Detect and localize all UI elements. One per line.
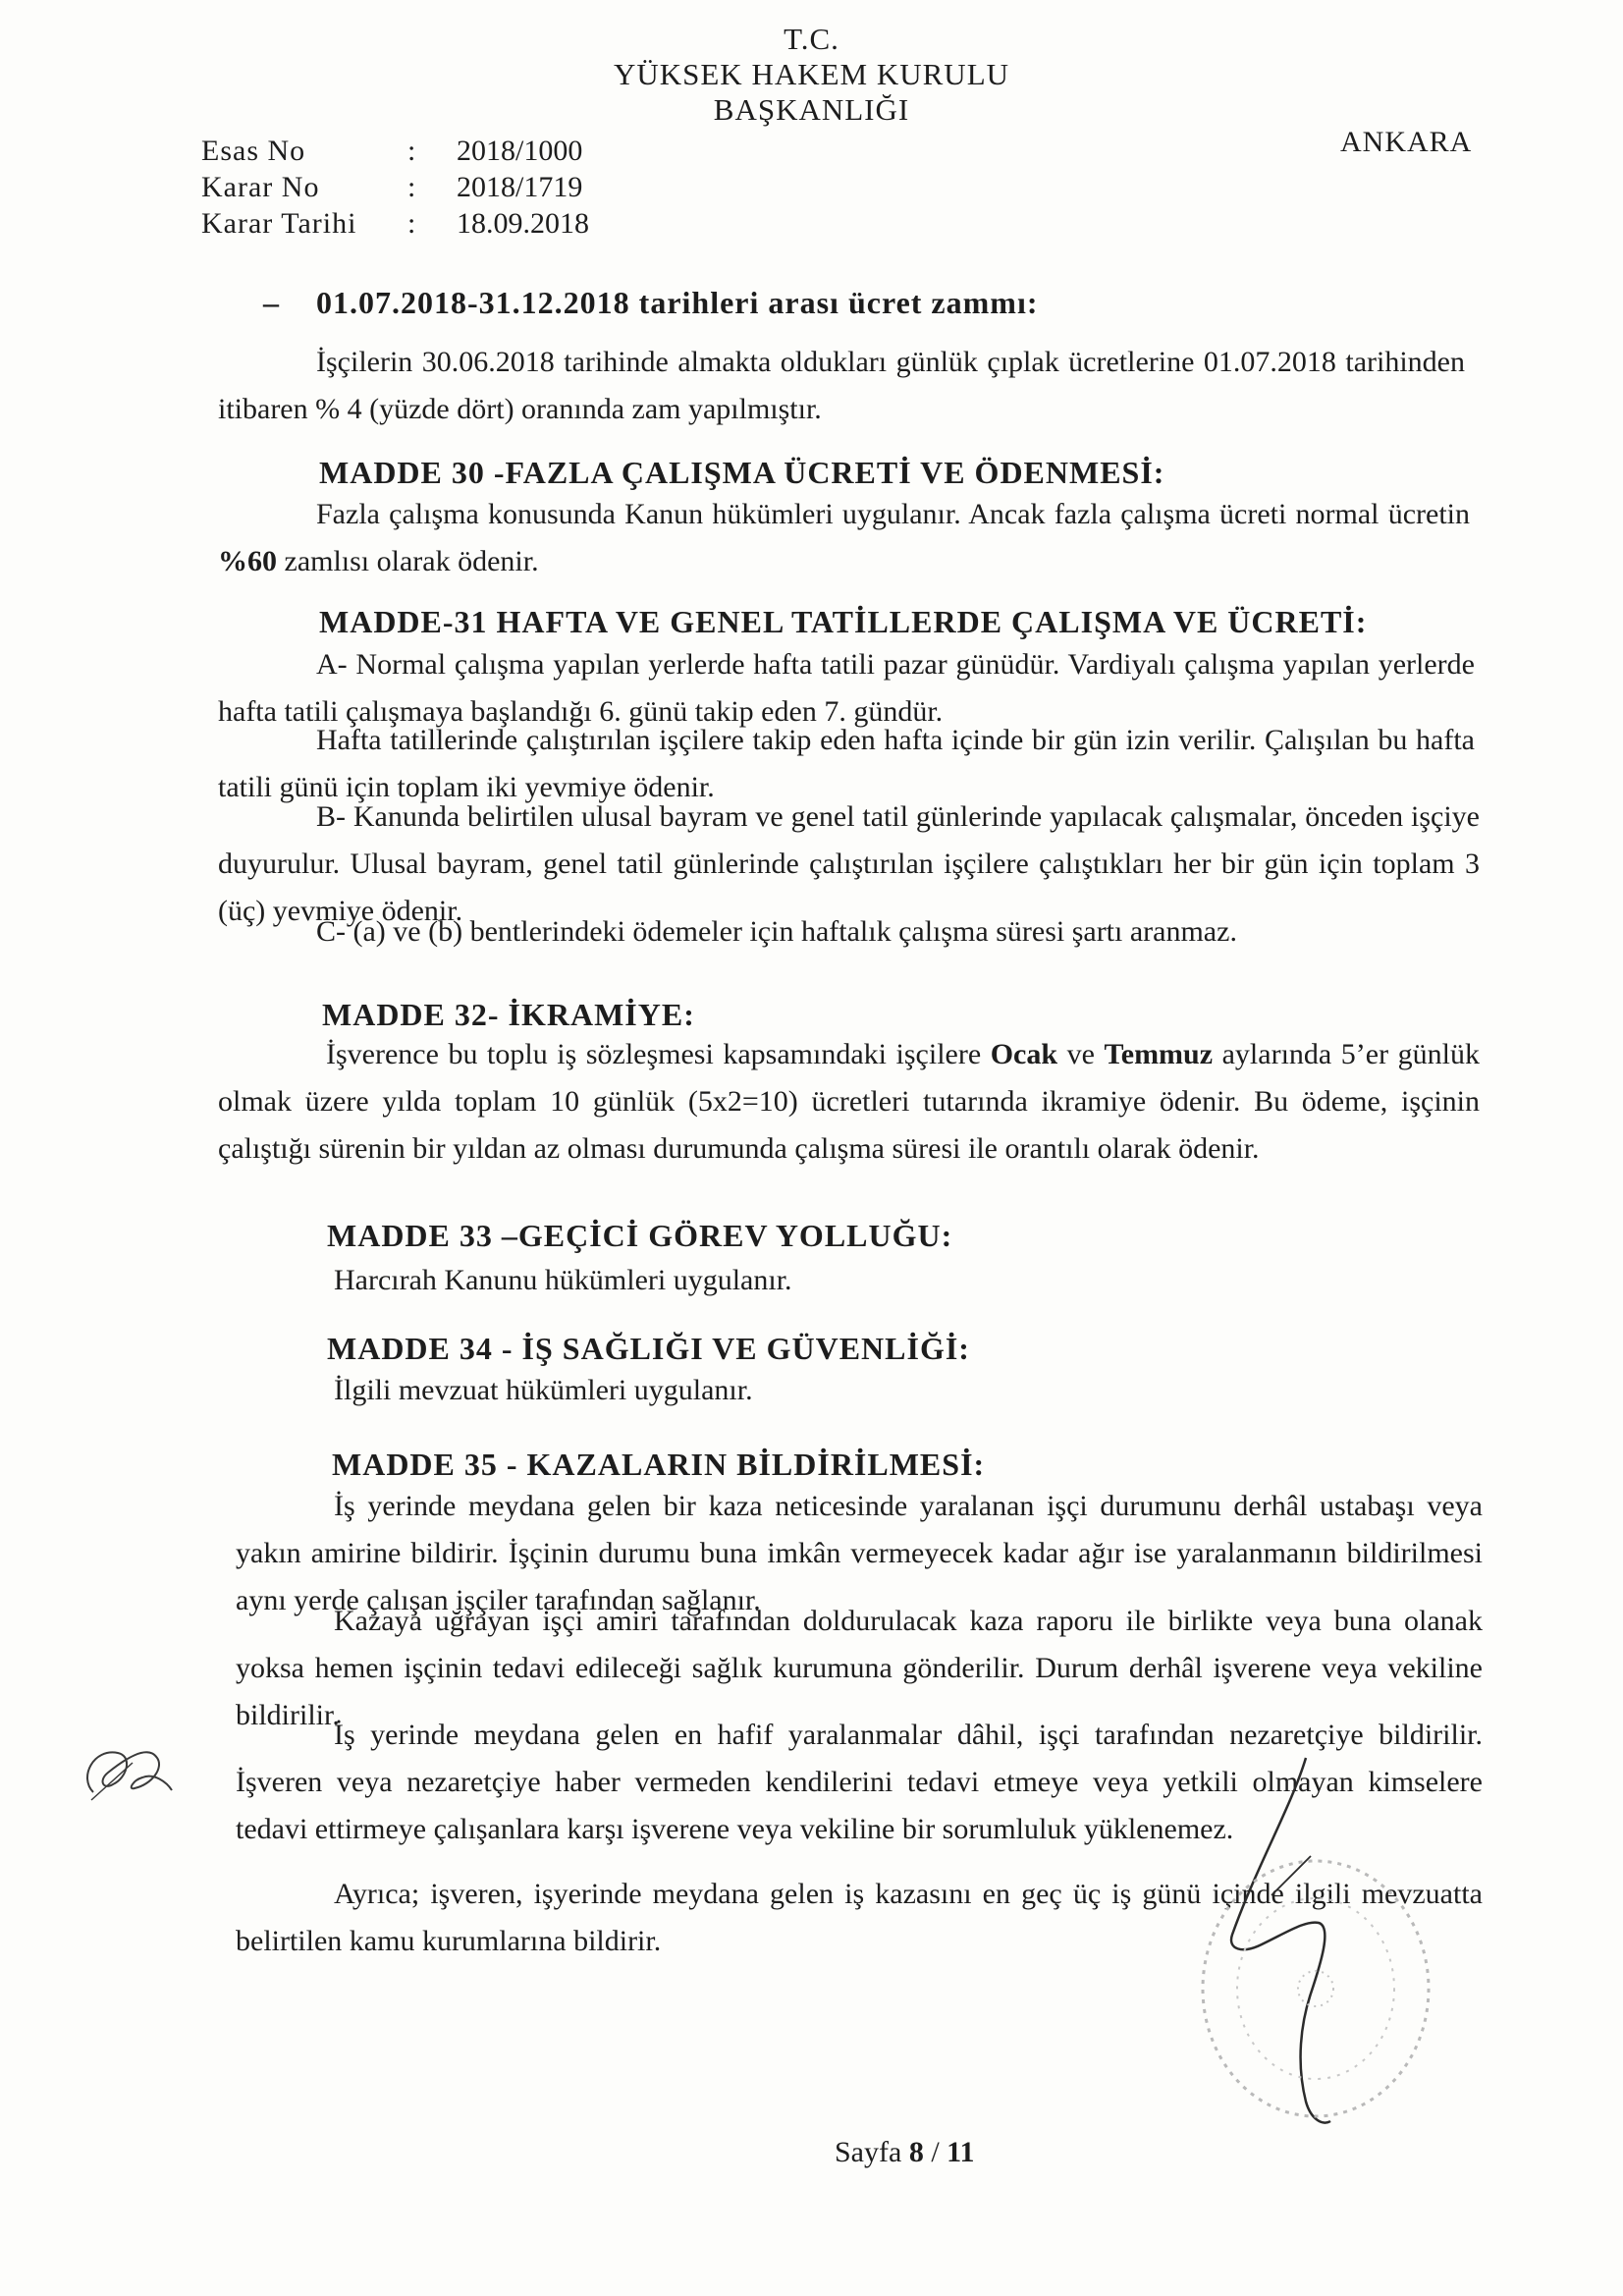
meta-colon: : xyxy=(407,171,416,203)
header-city: ANKARA xyxy=(1340,126,1473,158)
meta-value: 2018/1000 xyxy=(457,135,583,167)
m35-p2: Kazaya uğrayan işçi amiri tarafından doldurulacak kaza raporu ile birlikte veya buna olanak yoksa hemen işçinin tedavi edileceği sağlık kurumuna gönderilir. Durum derhâl işverene veya vekiline bildirilir. xyxy=(236,1605,1483,1731)
m33-text: Harcırah Kanunu hükümleri uygulanır. xyxy=(334,1264,792,1296)
m35-p3: İş yerinde meydana gelen en hafif yaralanmalar dâhil, işçi tarafından nezaretçiye bildirilir. İşveren veya nezaretçiye haber vermeden kendilerini tedavi etmeye veya yetkili olmayan kimselere tedavi ettirmeye çalışanlara karşı işverene veya vekiline bir sorumluluk yüklenemez. xyxy=(236,1719,1483,1845)
meta-colon: : xyxy=(407,207,416,240)
header-tc: T.C. xyxy=(784,22,839,56)
m31-p2: Hafta tatillerinde çalıştırılan işçilere takip eden hafta içinde bir gün izin verilir. Çalışılan bu hafta tatili günü için toplam iki yevmiye ödenir. xyxy=(218,724,1475,803)
wage-title: 01.07.2018-31.12.2018 tarihleri arası ücret zammı: xyxy=(316,285,1039,320)
m32-text-1: İşverence bu toplu iş sözleşmesi kapsamındaki işçilere xyxy=(326,1038,991,1070)
meta-colon: : xyxy=(407,135,416,167)
m31-p4: C- (a) ve (b) bentlerindeki ödemeler için haftalık çalışma süresi şartı aranmaz. xyxy=(316,915,1237,948)
wage-text: İşçilerin 30.06.2018 tarihinde almakta oldukları günlük çıplak ücretlerine 01.07.2018 tarihinden itibaren % 4 (yüzde dört) oranında zam yapılmıştır. xyxy=(218,346,1465,425)
m32-text xyxy=(218,1031,1480,1173)
margin-initial-signature xyxy=(74,1723,182,1812)
m31-p3: B- Kanunda belirtilen ulusal bayram ve genel tatil günlerinde yapılacak çalışmalar, önceden işçiye duyurulur. Ulusal bayram, genel tatil günlerinde çalıştırılan işçilere çalıştıkları her bir gün için toplam 3 (üç) yevmiye ödenir. xyxy=(218,800,1480,927)
m30-text-c: zamlısı olarak ödenir. xyxy=(277,545,539,577)
page-total: 11 xyxy=(947,2136,975,2168)
m30-title: MADDE 30 -FAZLA ÇALIŞMA ÜCRETİ VE ÖDENMESİ: xyxy=(319,455,1165,490)
m32-text-2: ve xyxy=(1057,1038,1105,1070)
m30-text xyxy=(218,491,1470,585)
wage-dash: – xyxy=(263,285,280,320)
m32-title: MADDE 32- İKRAMİYE: xyxy=(322,997,695,1032)
m30-text-a: Fazla çalışma konusunda Kanun hükümleri uygulanır. Ancak fazla çalışma ücreti normal ücretin xyxy=(316,498,1470,530)
official-stamp xyxy=(1188,1846,1443,2131)
m33-title: MADDE 33 –GEÇİCİ GÖREV YOLLUĞU: xyxy=(327,1218,953,1253)
m31-p1: A- Normal çalışma yapılan yerlerde hafta tatili pazar günüdür. Vardiyalı çalışma yapılan yerlerde hafta tatili çalışmaya başlandığı 6. günü takip eden 7. gündür. xyxy=(218,648,1475,728)
header-presidency: BAŞKANLIĞI xyxy=(713,92,910,127)
m32-temmuz: Temmuz xyxy=(1104,1038,1214,1070)
m31-title: MADDE-31 HAFTA VE GENEL TATİLLERDE ÇALIŞMA VE ÜCRETİ: xyxy=(319,604,1368,639)
m35-p4: Ayrıca; işveren, işyerinde meydana gelen iş kazasını en geç üç iş günü içinde ilgili mevzuatta belirtilen kamu kurumlarına bildirir. xyxy=(236,1878,1483,1957)
meta-row-karar xyxy=(201,171,582,204)
m35-title: MADDE 35 - KAZALARIN BİLDİRİLMESİ: xyxy=(332,1447,986,1482)
meta-row-tarih xyxy=(201,207,589,241)
meta-row-esas xyxy=(201,135,582,168)
meta-label: Karar No xyxy=(201,171,320,203)
meta-label: Karar Tarihi xyxy=(201,207,357,240)
m32-ocak: Ocak xyxy=(990,1038,1058,1070)
header-institution: YÜKSEK HAKEM KURULU xyxy=(613,57,1010,91)
meta-value: 2018/1719 xyxy=(457,171,583,203)
page-sep: / xyxy=(923,2136,947,2168)
m34-text: İlgili mevzuat hükümleri uygulanır. xyxy=(334,1374,753,1406)
page-current: 8 xyxy=(908,2136,924,2168)
m32-text-3: aylarında 5’er günlük olmak üzere yılda toplam 10 günlük (5x2=10) ücretleri tutarında ikramiye ödenir. Bu ödeme, işçinin çalıştığı sürenin bir yıldan az olması durumunda çalışma süresi ile orantılı olarak ödenir. xyxy=(218,1038,1480,1165)
m30-text-b: %60 xyxy=(218,545,277,577)
meta-value: 18.09.2018 xyxy=(457,207,589,240)
page-prefix: Sayfa xyxy=(835,2136,909,2168)
page-number xyxy=(835,2136,975,2169)
m34-title: MADDE 34 - İŞ SAĞLIĞI VE GÜVENLİĞİ: xyxy=(327,1331,970,1366)
meta-label: Esas No xyxy=(201,135,306,167)
m35-p1: İş yerinde meydana gelen bir kaza neticesinde yaralanan işçi durumunu derhâl ustabaşı veya yakın amirine bildirir. İşçinin durumu buna imkân vermeyecek kadar ağır ise yaralanmanın bildirilmesi aynı yerde çalışan işçiler tarafından sağlanır. xyxy=(236,1490,1483,1616)
